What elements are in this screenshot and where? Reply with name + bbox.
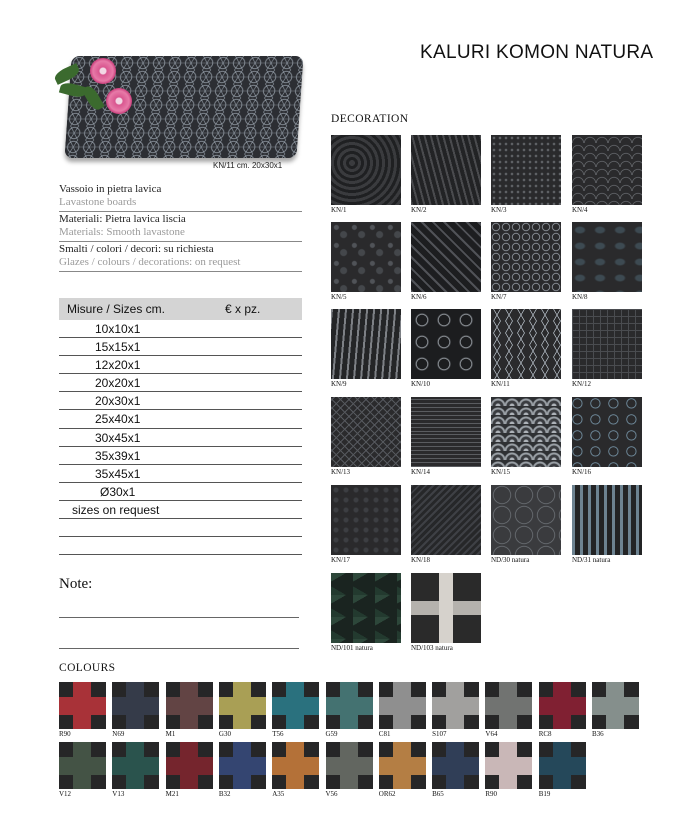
sizes-header-label: Misure / Sizes cm. — [67, 302, 166, 316]
colour-code: M21 — [165, 790, 179, 798]
size-value: 20x20x1 — [95, 376, 141, 391]
size-row — [59, 465, 302, 483]
colour-swatch[interactable] — [112, 742, 159, 789]
decoration-code: KN/5 — [331, 293, 347, 301]
decoration-code: KN/8 — [572, 293, 588, 301]
decoration-swatch[interactable] — [491, 485, 561, 555]
colour-swatch[interactable] — [166, 682, 213, 729]
decoration-code: KN/3 — [491, 206, 507, 214]
decoration-code: KN/11 — [491, 380, 510, 388]
size-row — [59, 392, 302, 410]
decoration-swatch[interactable] — [331, 135, 401, 205]
decoration-code: KN/15 — [491, 468, 511, 476]
colour-code: G59 — [325, 730, 338, 738]
decoration-code: KN/4 — [572, 206, 588, 214]
size-value: 30x45x1 — [95, 430, 141, 445]
page-title: KALURI KOMON NATURA — [420, 42, 654, 63]
decoration-swatch[interactable] — [491, 222, 561, 292]
note-line — [59, 617, 299, 618]
decoration-swatch[interactable] — [331, 222, 401, 292]
product-info — [59, 182, 302, 272]
info-sub: Glazes / colours / decorations: on request — [59, 256, 241, 268]
colour-code: M1 — [165, 730, 176, 738]
decoration-code: KN/10 — [411, 380, 431, 388]
colour-swatch[interactable] — [379, 682, 426, 729]
colour-code: N69 — [112, 730, 125, 738]
colour-swatch[interactable] — [112, 682, 159, 729]
size-value: 15x15x1 — [95, 340, 141, 355]
colour-code: G30 — [218, 730, 231, 738]
decoration-code: KN/7 — [491, 293, 507, 301]
size-value: 10x10x1 — [95, 322, 141, 336]
colour-swatch[interactable] — [432, 682, 479, 729]
decoration-code: ND/101 natura — [331, 644, 373, 652]
colour-swatch[interactable] — [219, 682, 266, 729]
size-row — [59, 338, 302, 356]
colours-title: COLOURS — [59, 662, 116, 674]
decoration-swatch[interactable] — [411, 573, 481, 643]
decoration-swatch[interactable] — [491, 309, 561, 379]
size-value: 20x30x1 — [95, 394, 141, 409]
flower-decoration — [106, 88, 132, 114]
decoration-swatch[interactable] — [572, 309, 642, 379]
product-caption: KN/11 cm. 20x30x1 — [213, 161, 283, 170]
decoration-swatch[interactable] — [491, 135, 561, 205]
sizes-header — [59, 298, 302, 320]
decoration-code: KN/17 — [331, 556, 351, 564]
size-row — [59, 537, 302, 555]
size-row — [59, 447, 302, 465]
colour-code: C81 — [378, 730, 391, 738]
colour-code: S107 — [432, 730, 447, 738]
note-line — [59, 648, 299, 649]
colour-code: OR62 — [378, 790, 396, 798]
colour-code: V56 — [325, 790, 338, 798]
colour-swatch[interactable] — [272, 742, 319, 789]
flower-decoration — [90, 58, 116, 84]
decoration-swatch[interactable] — [572, 397, 642, 467]
info-main: Materiali: Pietra lavica liscia — [59, 213, 186, 225]
info-sub: Lavastone boards — [59, 196, 137, 208]
decoration-swatch[interactable] — [572, 222, 642, 292]
decoration-code: ND/30 natura — [491, 556, 530, 564]
decoration-swatch[interactable] — [572, 485, 642, 555]
colour-swatch[interactable] — [59, 682, 106, 729]
size-row — [59, 410, 302, 428]
info-main: Vassoio in pietra lavica — [59, 183, 162, 195]
info-main: Smalti / colori / decori: su richiesta — [59, 243, 214, 255]
decoration-code: KN/2 — [411, 206, 427, 214]
decoration-swatch[interactable] — [331, 573, 401, 643]
decoration-swatch[interactable] — [411, 397, 481, 467]
colour-swatch[interactable] — [432, 742, 479, 789]
size-value: sizes on request — [72, 502, 160, 517]
size-row — [59, 320, 302, 338]
size-value: 12x20x1 — [95, 358, 141, 373]
decoration-swatch[interactable] — [331, 485, 401, 555]
colour-code: B32 — [218, 790, 231, 798]
colour-code: V64 — [485, 730, 498, 738]
colour-swatch[interactable] — [539, 742, 586, 789]
sizes-table — [59, 298, 302, 555]
colour-code: B65 — [432, 790, 444, 798]
size-value: 35x39x1 — [95, 448, 141, 463]
size-value: 25x40x1 — [95, 412, 141, 427]
colour-code: V12 — [59, 790, 72, 798]
decoration-swatch[interactable] — [331, 309, 401, 379]
colour-swatch[interactable] — [219, 742, 266, 789]
colour-swatch[interactable] — [166, 742, 213, 789]
colour-code: B36 — [592, 730, 604, 738]
size-value: 35x45x1 — [95, 466, 141, 481]
colour-code: A35 — [272, 790, 285, 798]
product-photo — [50, 50, 300, 160]
colour-swatch[interactable] — [485, 682, 532, 729]
decoration-code: KN/16 — [572, 468, 592, 476]
colour-code: R90 — [59, 730, 71, 738]
colour-code: R90 — [485, 790, 498, 798]
decoration-code: KN/13 — [331, 468, 351, 476]
note-label: Note: — [59, 576, 93, 592]
decoration-swatch[interactable] — [411, 135, 481, 205]
colour-code: V13 — [112, 790, 125, 798]
size-row — [59, 501, 302, 519]
colour-swatch[interactable] — [592, 682, 639, 729]
size-row — [59, 483, 302, 501]
colour-code: T56 — [272, 730, 284, 738]
colour-swatch[interactable] — [326, 682, 373, 729]
decoration-swatch[interactable] — [491, 397, 561, 467]
colour-swatch[interactable] — [272, 682, 319, 729]
info-group — [59, 212, 302, 242]
decoration-title: DECORATION — [331, 113, 409, 125]
size-row — [59, 429, 302, 447]
colour-code: B19 — [538, 790, 551, 798]
decoration-swatch[interactable] — [411, 222, 481, 292]
decoration-code: KN/1 — [331, 206, 347, 214]
colour-swatch[interactable] — [485, 742, 532, 789]
decoration-code: KN/14 — [411, 468, 431, 476]
colour-swatch[interactable] — [326, 742, 373, 789]
colour-swatch[interactable] — [379, 742, 426, 789]
colour-swatch[interactable] — [59, 742, 106, 789]
price-header-label: € x pz. — [225, 302, 261, 316]
size-row — [59, 374, 302, 392]
size-row — [59, 519, 302, 537]
info-group — [59, 182, 302, 212]
decoration-code: ND/31 natura — [572, 556, 611, 564]
info-group — [59, 242, 302, 272]
decoration-code: KN/9 — [331, 380, 347, 388]
decoration-swatch[interactable] — [331, 397, 401, 467]
decoration-swatch[interactable] — [411, 309, 481, 379]
decoration-code: KN/12 — [572, 380, 592, 388]
size-value: Ø30x1 — [100, 484, 136, 499]
colour-code: RC8 — [538, 730, 552, 738]
decoration-code: KN/6 — [411, 293, 427, 301]
colour-swatch[interactable] — [539, 682, 586, 729]
decoration-code: ND/103 natura — [411, 644, 453, 652]
decoration-swatch[interactable] — [411, 485, 481, 555]
decoration-swatch[interactable] — [572, 135, 642, 205]
info-sub: Materials: Smooth lavastone — [59, 226, 185, 238]
size-row — [59, 356, 302, 374]
decoration-code: KN/18 — [411, 556, 431, 564]
